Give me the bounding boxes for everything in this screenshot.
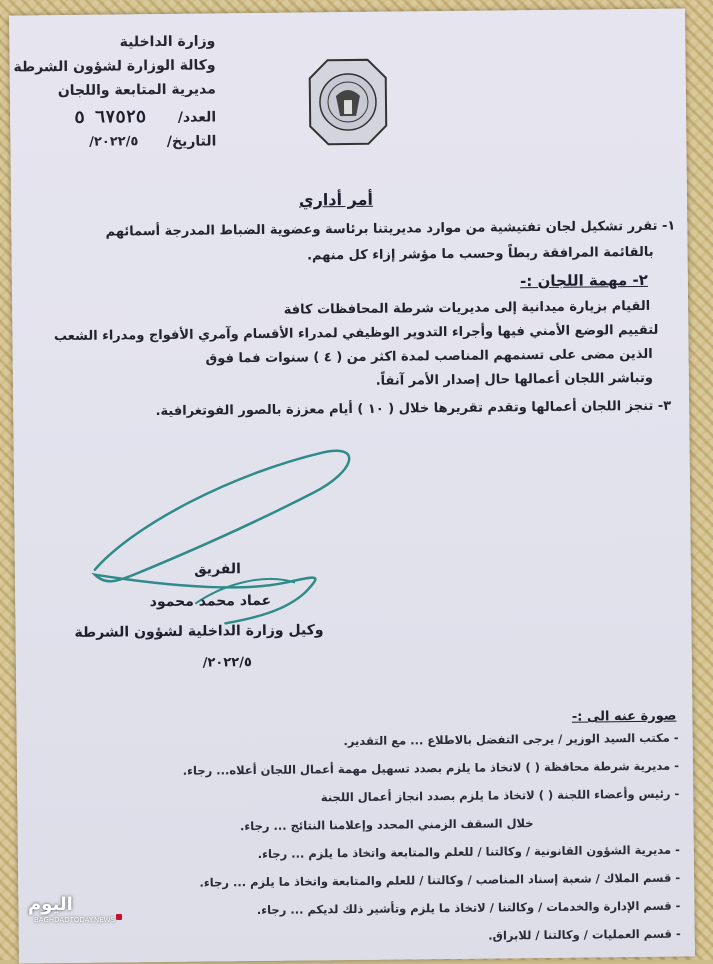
signature-position: وكيل وزارة الداخلية لشؤون الشرطة bbox=[74, 622, 324, 641]
item2-line1: القيام بزيارة ميدانية إلى مديريات شرطة المحافظات كافة bbox=[283, 298, 651, 318]
item2-line4: وتباشر اللجان أعمالها حال إصدار الأمر آنفاً. bbox=[375, 370, 653, 389]
signature-name: عماد محمد محمود bbox=[149, 592, 272, 611]
item2-heading: ٢- مهمة اللجان :- bbox=[520, 270, 648, 291]
signature-rank: الفريق bbox=[194, 561, 241, 578]
item1-line2: بالقائمة المرافقة ربطاً وحسب ما مؤشر إزاء كل منهم. bbox=[306, 244, 654, 264]
copy-line: - قسم العمليات / وكالتنا / للابراق. bbox=[488, 926, 681, 943]
copy-line: خلال السقف الزمني المحدد وإعلامنا النتائج ... رجاء. bbox=[239, 816, 534, 834]
copy-line: - قسم الإدارة والخدمات / وكالتنا / لاتخاذ ما يلزم وتأشير ذلك لديكم ... رجاء. bbox=[256, 898, 681, 918]
baghdadtoday-watermark bbox=[8, 892, 128, 932]
copy-line: - مديرية شرطة محافظة ( ) لاتخاذ ما يلزم بصدد تسهيل مهمة أعمال اللجان أعلاه... رجاء. bbox=[182, 758, 680, 778]
watermark-dot-icon bbox=[116, 914, 122, 920]
item1-line1: ١- تقرر تشكيل لجان تفتيشية من موارد مديريتنا برئاسة وعضوية الضباط المدرجة أسمائهم bbox=[105, 218, 676, 240]
watermark-brand: اليوم bbox=[28, 894, 73, 915]
copy-line: - قسم الملاك / شعبة إسناد المناصب / وكالتنا / للعلم والمتابعة واتخاذ ما يلزم ... رجاء. bbox=[199, 870, 681, 890]
ministry-emblem-icon bbox=[305, 56, 390, 149]
document-title: أمر أداري bbox=[298, 189, 374, 210]
document-page bbox=[9, 8, 695, 963]
item3-line1: ٣- تنجز اللجان أعمالها وتقدم تقريرها خلال ( ١٠ ) أيام معززة بالصور الفوتغرافية. bbox=[155, 398, 672, 420]
item2-line2: لتقييم الوضع الأمني فيها وأجراء التدوير الوظيفي لمدراء الأقسام وآمري الأفواج ومدراء الشعب bbox=[53, 322, 659, 345]
header-ministry: وزارة الداخلية bbox=[119, 33, 216, 51]
signature-date: ٢٠٢٢/٥/ bbox=[202, 655, 252, 671]
watermark-site: BAGHDADTODAY.NEWS bbox=[34, 916, 116, 924]
copy-line: - مديرية الشؤون القانونية / وكالتنا / للعلم والمتابعة واتخاذ ما يلزم ... رجاء. bbox=[257, 842, 680, 862]
header-agency: وكالة الوزارة لشؤون الشرطة bbox=[13, 57, 216, 76]
number-value: ٦٧٥٢٥ ٥ bbox=[74, 107, 147, 128]
date-value: ٢٠٢٢/٥/ bbox=[89, 134, 139, 150]
header-directorate: مديرية المتابعة واللجان bbox=[57, 81, 216, 100]
copy-line: - مكتب السيد الوزير / يرجى التفضل بالاطلاع ... مع التقدير. bbox=[343, 730, 679, 749]
date-label: التاريخ/ bbox=[166, 133, 217, 150]
item2-line3: الذين مضى على تسنمهم المناصب لمدة اكثر من ( ٤ ) سنوات فما فوق bbox=[205, 346, 653, 367]
number-label: العدد/ bbox=[177, 109, 217, 126]
copies-title: صورة عنه الى :- bbox=[571, 708, 677, 725]
copy-line: - رئيس وأعضاء اللجنة ( ) لاتخاذ ما يلزم بصدد انجاز أعمال اللجنة bbox=[320, 786, 680, 805]
